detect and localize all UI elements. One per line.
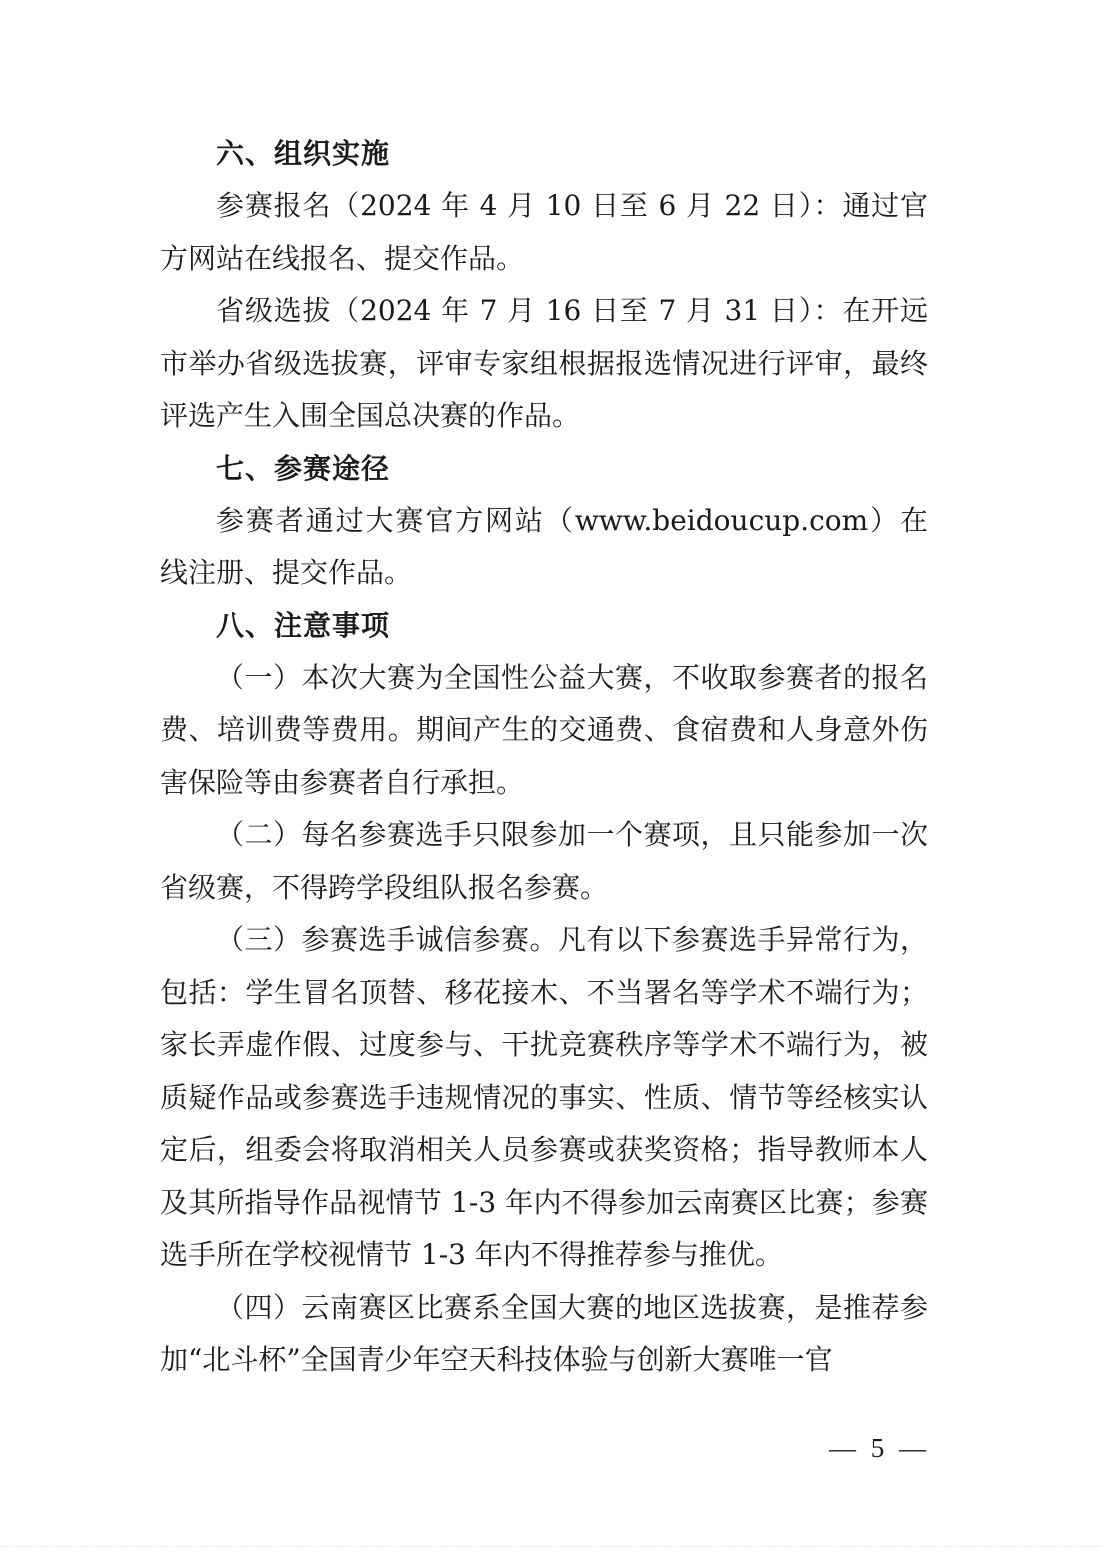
paragraph-note-4: （四）云南赛区比赛系全国大赛的地区选拔赛，是推荐参加“北斗杯”全国青少年空天科技体验与创新大赛唯一官 xyxy=(160,1290,928,1376)
page-edge-line xyxy=(0,1546,1102,1547)
paragraph-registration: 参赛报名（2024 年 4 月 10 日至 6 月 22 日）：通过官方网站在线报名、提交作品。 xyxy=(160,189,928,275)
paragraph-note-2: （二）每名参赛选手只限参加一个赛项，且只能参加一次省级赛，不得跨学段组队报名参赛。 xyxy=(160,818,928,904)
paragraph-participation-route: 参赛者通过大赛官方网站（www.beidoucup.com）在线注册、提交作品。 xyxy=(160,503,928,589)
section-heading-participation: 七、参赛途径 xyxy=(216,451,391,485)
page-number: — 5 — xyxy=(829,1433,930,1463)
paragraph-provincial-selection: 省级选拔（2024 年 7 月 16 日至 7 月 31 日）：在开远市举办省级选拔赛，评审专家组根据报选情况进行评审，最终评选产生入围全国总决赛的作品。 xyxy=(160,294,928,432)
paragraph-note-3: （三）参赛选手诚信参赛。凡有以下参赛选手异常行为，包括：学生冒名顶替、移花接木、不当署名等学术不端行为；家长弄虚作假、过度参与、干扰竞赛秩序等学术不端行为，被质疑作品或参赛选手违规情况的事实、性质、情节等经核实认定后，组委会将取消相关人员参赛或获奖资格；指导教师本人及其所指导作品视情节 1-3 年内不得参加云南赛区比赛；参赛选手所在学校视情节 1-3 年内不得推荐参与推优。 xyxy=(160,923,928,1271)
document-page xyxy=(160,128,928,1387)
section-heading-organization: 六、组织实施 xyxy=(216,137,391,170)
paragraph-note-1: （一）本次大赛为全国性公益大赛，不收取参赛者的报名费、培训费等费用。期间产生的交通费、食宿费和人身意外伤害保险等由参赛者自行承担。 xyxy=(160,660,928,799)
section-heading-notes: 八、注意事项 xyxy=(216,608,391,642)
